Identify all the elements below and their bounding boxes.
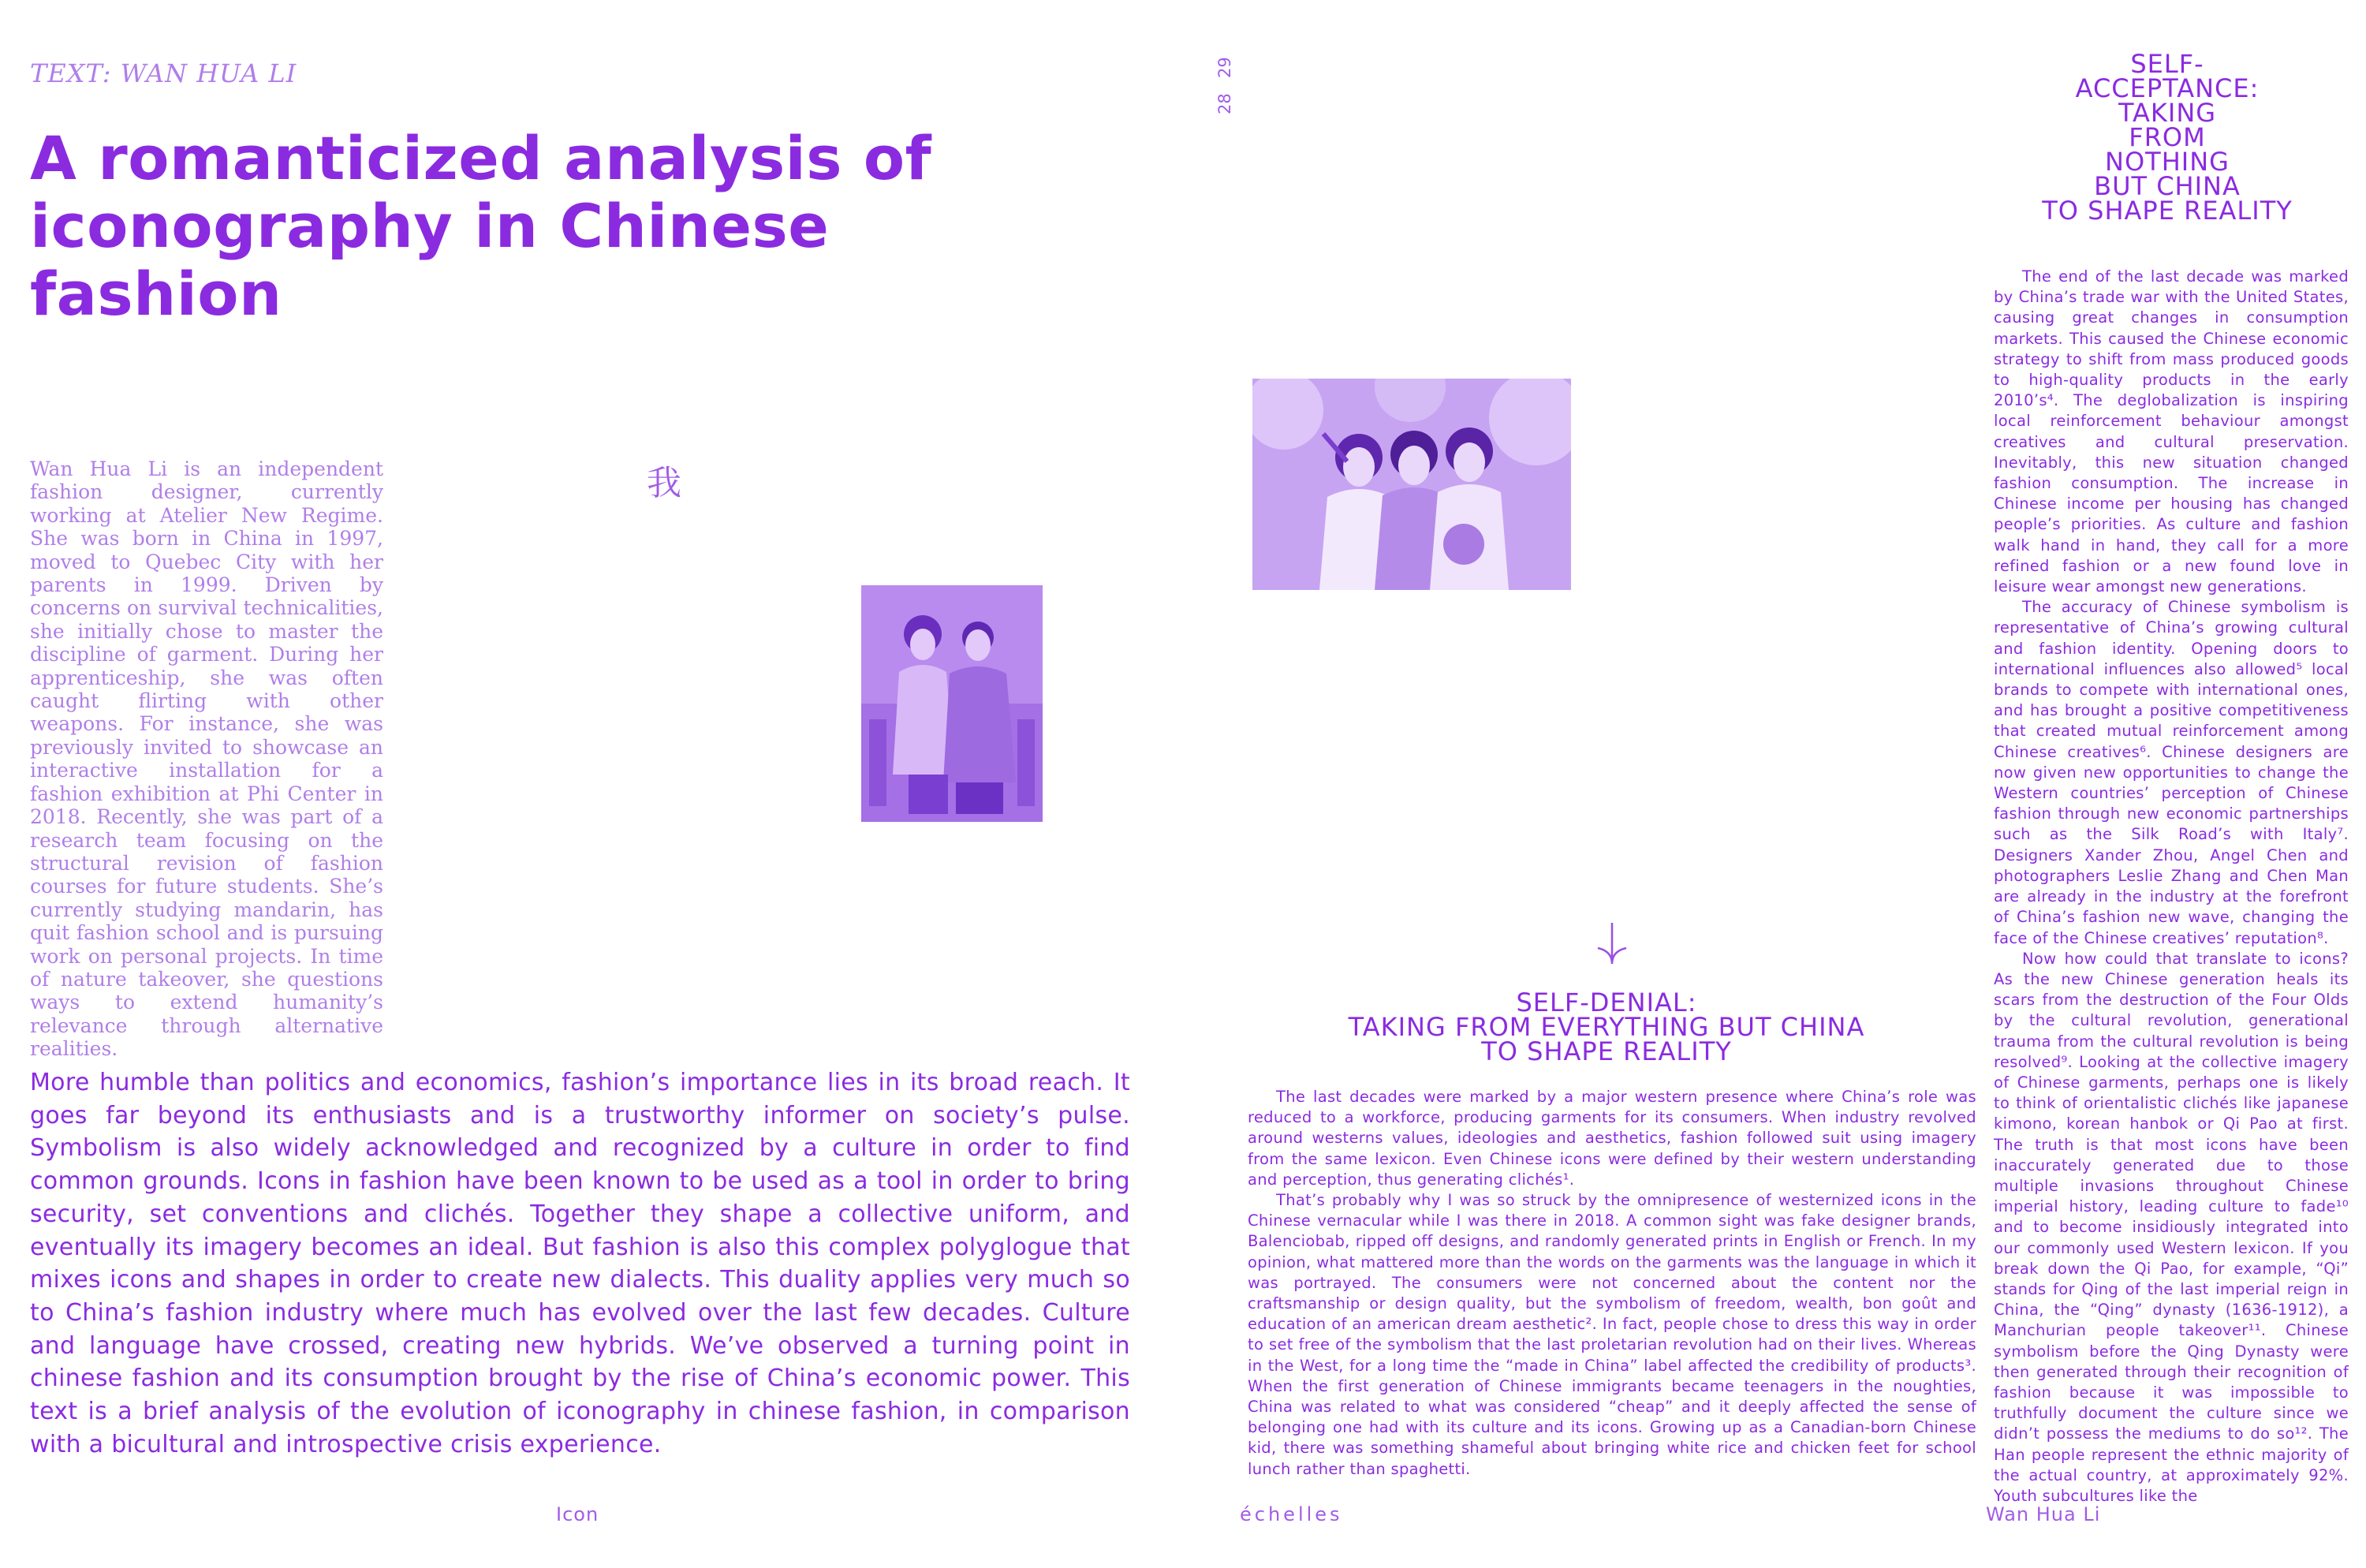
selfie-photo <box>1252 379 1571 590</box>
footer-author: Wan Hua Li <box>1986 1503 2101 1525</box>
section-heading-self-denial <box>1252 987 1961 1066</box>
paragraph: That’s probably why I was so struck by the omnipresence of westernized icons in the Chinese vernacular while I was there in 2018. A common sight was fake designer brands, Balenciobab, ripped off designs, and randomly generated prints in English or French. In my opinion, what mattered more than the words on the garments was the language in which it was portrayed. The consumers were not concerned about the content nor the craftsmanship or design quality, but the symbolism of freedom, wealth, bon goût and education of an american dream aesthetic². In fact, people chose to dress this way in order to set free of the symbolism that the last proletarian revolution had on their lives. Whereas in the West, for a long time the “made in China” label affected the credibility of products³. When the first generation of Chinese immigrants became teenagers in the noughties, China was related to what was considered “cheap” and it deeply affected the sense of belonging one had with its culture and its icons. Growing up as a Canadian-born Chinese kid, there was something shameful about bringing white rice and chicken feet for school lunch rather than spaghetti. <box>1248 1191 1976 1478</box>
heading-text: SELF- ACCEPTANCE: TAKING FROM NOTHING BUT CHINA TO SHAPE REALITY <box>2042 49 2293 226</box>
paragraph: The last decades were marked by a major western presence where China’s role was reduced to a workforce, producing garments for its consumers. When industry revolved around westerns values, ideologies and aesthetics, fashion followed suit using imagery from the same lexicon. Even Chinese icons were defined by their western understanding and perception, thus generating clichés¹. <box>1248 1088 1976 1189</box>
page-number-left: 28 <box>1215 93 1234 114</box>
arrow-down-icon <box>1595 921 1629 965</box>
couple-photo <box>861 585 1043 822</box>
page-number-right: 29 <box>1215 57 1234 78</box>
paragraph: Now how could that translate to icons? As the new Chinese generation heals its scars from the destruction of the Four Olds by the cultural revolution, generational trauma from the cultural revolution is being resolved⁹. Looking at the collective imagery of Chinese garments, perhaps one is likely to think of orientalistic clichés like japanese kimono, korean hanbok or Qi Pao at first. The truth is that most icons have been inaccurately generated due to those multiple invasions throughout Chinese imperial history, leading culture to fade¹⁰ and to become insidiously integrated into our commonly used Western lexicon. If you break down the Qi Pao, for example, “Qi” stands for Qing of the last imperial reign in China, the “Qing” dynasty (1636-1912), a Manchurian people takeover¹¹. Chinese symbolism before the Qing Dynasty were then generated through their recognition of fashion because it was impossible to truthfully document the culture since we didn’t possess the mediums to do so¹². The Han people represent the ethnic majority of the actual country, at approximately 92%. Youth subcultures like the <box>1994 949 2349 1505</box>
heading-text: SELF-DENIAL: TAKING FROM EVERYTHING BUT CHINA TO SHAPE REALITY <box>1348 987 1865 1066</box>
couple-illustration <box>861 585 1043 822</box>
footer-publication: échelles <box>1240 1503 1343 1525</box>
selfie-illustration <box>1252 379 1571 590</box>
author-credit: TEXT: WAN HUA LI <box>30 58 297 88</box>
chinese-glyph: 我 <box>647 463 681 503</box>
body-column-right <box>1994 267 2349 1506</box>
footer-section-label: Icon <box>556 1503 599 1525</box>
author-bio: Wan Hua Li is an independent fashion designer, currently working at Atelier New Regime. She was born in China in 1997, moved to Quebec City with her parents in 1999. Driven by concerns on survival technicalities, she initially chose to master the discipline of garment. During her apprenticeship, she was often caught flirting with other weapons. For instance, she was previously invited to showcase an interactive installation for a fashion exhibition at Phi Center in 2018. Recently, she was part of a research team focusing on the structural revision of fashion courses for future students. She’s currently studying mandarin, has quit fashion school and is pursuing work on personal projects. In time of nature takeover, she questions ways to extend humanity’s relevance through alternative realities. <box>30 457 383 1061</box>
paragraph: The accuracy of Chinese symbolism is representative of China’s growing cultural and fashion identity. Opening doors to international influences also allowed⁵ local brands to compete with international ones, and has brought a positive competitiveness that created mutual reinforcement among Chinese creatives⁶. Chinese designers are now given new opportunities to change the Western countries’ perception of Chinese fashion through new economic partnerships such as the Silk Road’s with Italy⁷. Designers Xander Zhou, Angel Chen and photographers Leslie Zhang and Chen Man are already in the industry at the forefront of China’s fashion new wave, changing the face of the Chinese creatives’ reputation⁸. <box>1994 598 2349 947</box>
section-heading-self-acceptance <box>1986 49 2349 226</box>
article-title: A romanticized analysis of iconography in Chinese fashion <box>30 123 932 329</box>
body-column-middle <box>1248 1087 1976 1480</box>
intro-paragraph: More humble than politics and economics, fashion’s importance lies in its broad reach. It goes far beyond its enthusiasts and is a trustworthy informer on society’s pulse. Symbolism is also widely acknowledged and recognized by a culture in order to find common grounds. Icons in fashion have been known to be used as a tool in order to bring security, set conventions and clichés. Together they shape a collective uniform, and eventually its imagery becomes an ideal. But fashion is also this complex polyglogue that mixes icons and shapes in order to create new dialects. This duality applies very much so to China’s fashion industry where much has evolved over the last few decades. Culture and language have crossed, creating new hybrids. We’ve observed a turning point in chinese fashion and its consumption brought by the rise of China’s economic power. This text is a brief analysis of the evolution of iconography in chinese fashion, in comparison with a bicultural and introspective crisis experience. <box>30 1069 1130 1458</box>
paragraph: The end of the last decade was marked by China’s trade war with the United States, causing great changes in consumption markets. This caused the Chinese economic strategy to shift from mass produced goods to high-quality products in the early 2010’s⁴. The deglobalization is inspiring local reinforcement behaviour amongst creatives and cultural preservation. Inevitably, this new situation changed fashion consumption. The increase in Chinese income per housing has changed people’s priorities. As culture and fashion walk hand in hand, they call for a more refined fashion or a new found love in leisure wear amongst new generations. <box>1994 267 2349 596</box>
page-numbers <box>1213 57 1237 129</box>
